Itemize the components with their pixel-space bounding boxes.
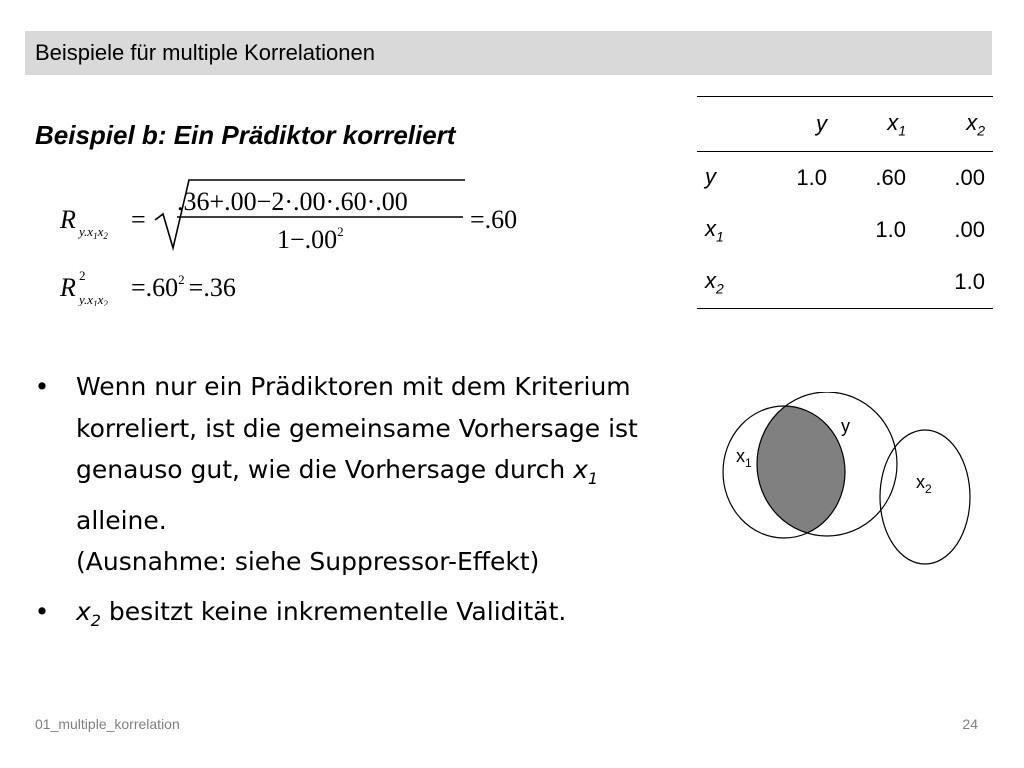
formula-svg <box>55 176 555 306</box>
table-header-x2: $x_2$ <box>966 109 985 139</box>
slide-title-bar <box>25 31 992 75</box>
venn-overlap <box>757 392 897 536</box>
slide-title: Beispiele für multiple Korrelationen <box>35 40 375 65</box>
row-label: $x_2$ <box>705 267 724 297</box>
row-label: $x_1$ <box>705 215 724 245</box>
table-cell: 1.0 <box>954 269 985 294</box>
venn-diagram <box>718 392 980 572</box>
table-cell: .60 <box>875 165 906 190</box>
table-cell: 1.0 <box>796 165 827 190</box>
table-header-row <box>697 97 993 152</box>
table-cell: .00 <box>954 165 985 190</box>
venn-svg <box>718 392 980 572</box>
bullet-2-text: $x_2$ besitzt keine inkrementelle Validität. <box>76 596 567 630</box>
table-row <box>697 256 993 309</box>
table-row <box>697 152 993 205</box>
bullet-list <box>32 366 642 641</box>
venn-label-x1: $x_1$ <box>736 446 752 470</box>
table-header-x1: $x_1$ <box>887 109 906 139</box>
r-symbol: R <box>60 205 76 234</box>
r2-superscript: 2 <box>79 268 86 283</box>
table-cell <box>756 256 835 309</box>
table-cell: 1.0 <box>875 217 906 242</box>
page-number: 24 <box>962 716 978 732</box>
bullet-dot: • <box>34 372 50 401</box>
correlation-table <box>697 96 993 309</box>
result-2-middle: $=.60^2 =.36$ <box>131 272 236 302</box>
venn-label-x2: $x_2$ <box>916 472 932 496</box>
bullet-dot: • <box>34 596 50 626</box>
venn-circle-x2 <box>880 430 970 564</box>
bullet-1-text: Wenn nur ein Prädiktoren mit dem Kriterium korreliert, ist die gemeinsame Vorhersage ist genauso gut, wie die Vorhersage durch $x_1$ alleine. (Ausnahme: siehe Suppressor-Effekt) <box>76 372 638 576</box>
venn-label-y: y <box>841 416 850 436</box>
table-header-y: y <box>815 111 827 136</box>
table-cell: .00 <box>954 217 985 242</box>
example-heading: Beispiel b: Ein Prädiktor korreliert <box>35 120 456 150</box>
result-1: =.60 <box>470 205 518 234</box>
row-label: y <box>705 163 716 189</box>
formula-block <box>55 176 555 306</box>
r2-symbol: R <box>60 273 76 302</box>
table-cell <box>756 204 835 256</box>
table-row <box>697 204 993 256</box>
r-subscript: $y.x_1x_2$ <box>79 224 108 241</box>
list-item <box>32 591 642 642</box>
r2-subscript: $y.x_1x_2$ <box>79 292 108 306</box>
footer-filename: 01_multiple_korrelation <box>35 716 180 732</box>
denominator: $1-.00^2$ <box>277 224 344 254</box>
numerator: .36+.00−2·.00·.60·.00 <box>177 187 408 216</box>
table-cell <box>835 256 914 309</box>
list-item <box>32 366 642 583</box>
equals-sign: = <box>131 205 146 234</box>
table-header-empty <box>697 97 756 152</box>
